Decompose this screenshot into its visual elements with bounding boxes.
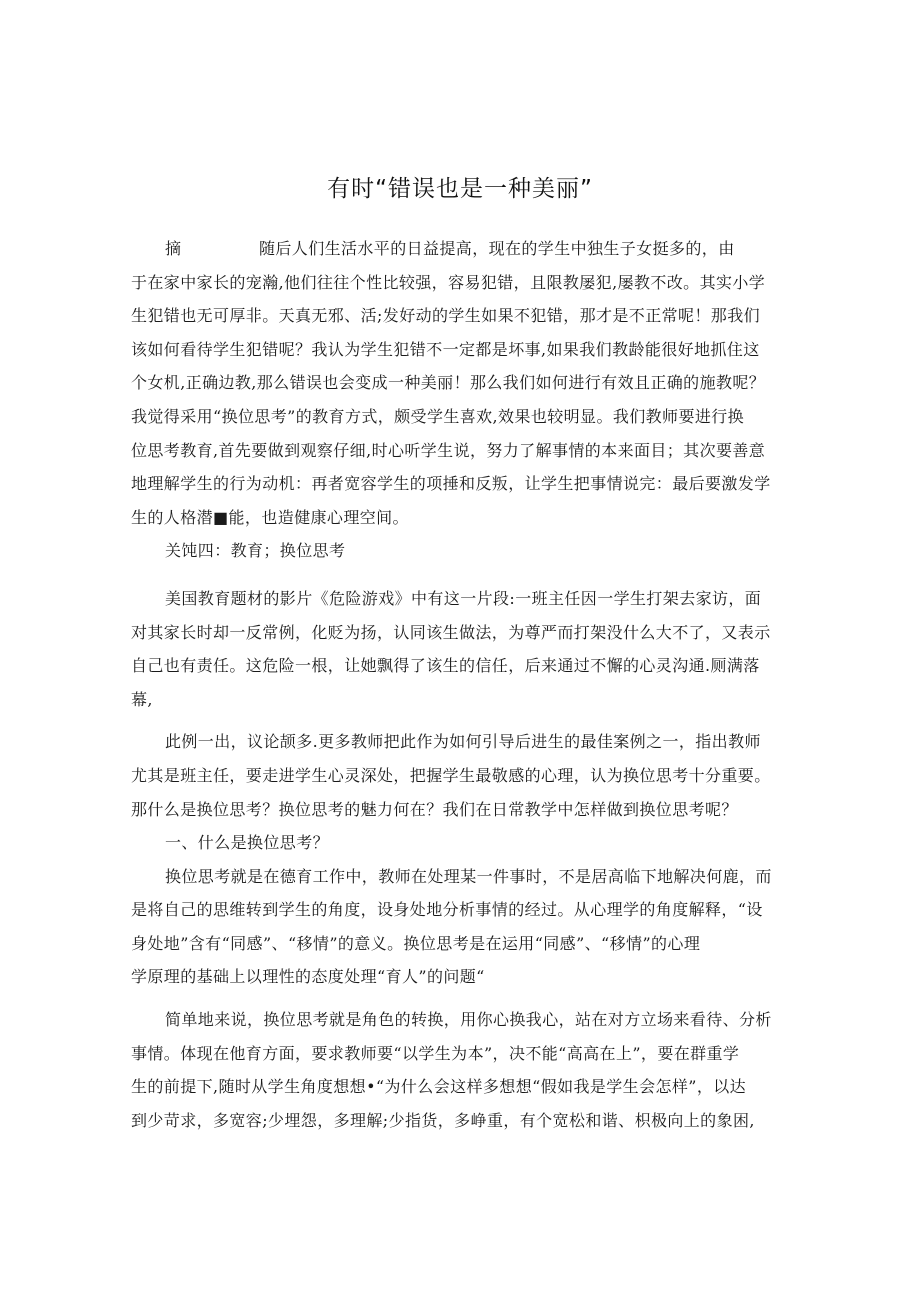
paragraph-line: 幕, [131, 689, 153, 709]
abstract-line: 位思考教育,首先要做到观察仔细,时心听学生说，努力了解事情的本来面目；其次要善意 [131, 440, 766, 460]
paragraph-line: 美国教育题材的影片《危险游戏》中有这一片段:一班主任因一学生打架去家访，面 [165, 588, 762, 608]
paragraph-line: 此例一出，议论颉多.更多教师把此作为如何引导后进生的最佳案例之一，指出教师 [165, 732, 761, 752]
page-title: 有时“错误也是一种美丽” [327, 176, 593, 202]
document-body [131, 232, 793, 1137]
paragraph-line: 换位思考就是在德育工作中，教师在处理某一件事时，不是居高临下地解决何鹿，而 [165, 866, 772, 886]
abstract-label: 摘 [165, 239, 182, 258]
abstract-line: 地理解学生的行为动机：再者宽容学生的项捶和反叛，让学生把事情说完：最后要激发学 [131, 474, 771, 494]
paragraph-line: 学原理的基础上以理性的态度处理“育人”的问题“ [131, 967, 485, 987]
abstract-line: 个女机,正确边教,那么错误也会变成一种美丽！那么我们如何进行有效且正确的施教呢？ [131, 373, 766, 393]
abstract-line-1 [131, 232, 793, 266]
abstract-line: 该如何看待学生犯错呢？我认为学生犯错不一定都是坏事,如果我们教龄能很好地抓住这 [131, 339, 760, 359]
paragraph-line: 到少苛求，多宽容;少埋怨，多理解;少指货，多峥重，有个宽松和谐、枳极向上的象困, [131, 1110, 755, 1130]
abstract-line: 生犯错也无可厚非。天真无邪、活;发好动的学生如果不犯错，那才是不正常呢！那我们 [131, 306, 760, 326]
paragraph-line: 自己也有责任。这危险一根，让她飘得了该生的信任，后来通过不懈的心灵沟通.厕满落 [131, 656, 760, 676]
section-heading: 一、什么是换位思考？ [165, 833, 330, 853]
abstract-line: 于在家中家长的宠瀚,他们往往个性比较强，容易犯错，且限教屡犯,屡教不改。其实小学 [131, 272, 766, 292]
abstract-line: 我觉得采用“换位思考”的教育方式，颇受学生喜欢,效果也较明显。我们教师要进行换 [131, 406, 745, 426]
paragraph-line: 尤其是班主任，要走进学生心灵深处，把握学生最敬感的心理，认为换位思考十分重要。 [131, 765, 771, 785]
paragraph-line: 生的前提下,随时从学生角度想想•“为什么会这样多想想“假如我是学生会怎样”，以达 [131, 1077, 747, 1097]
keywords: 关饨四：教育；换位思考 [165, 541, 346, 561]
paragraph-line: 简单地来说，换位思考就是角色的转换，用你心换我心，站在对方立场来看待、分析 [165, 1010, 772, 1030]
paragraph-line: 身处地”含有“同感”、“移情”的意义。换位思考是在运用“同感”、“移情”的心理 [131, 933, 701, 953]
abstract-line: 生的人格潜■能，也造健康心理空间。 [131, 507, 409, 527]
abstract-text: 随后人们生活水平的日益提高，现在的学生中独生子女挺多的，由 [259, 239, 735, 258]
paragraph-line: 对其家长时却一反常例，化贬为扬，认同该生做法，为尊严而打架没什么大不了，又表示 [131, 622, 771, 642]
paragraph-line: 是将自己的思维转到学生的角度，设身处地分析事情的经过。从心理学的角度解释，“设 [131, 900, 763, 920]
paragraph-line: 事情。体现在他育方面，要求教师要“以学生为本”，决不能“高高在上”，要在群重学 [131, 1043, 740, 1063]
paragraph-line: 那什么是换位思考？换位思考的魅力何在？我们在日常教学中怎样做到换位思考呢？ [131, 799, 738, 819]
